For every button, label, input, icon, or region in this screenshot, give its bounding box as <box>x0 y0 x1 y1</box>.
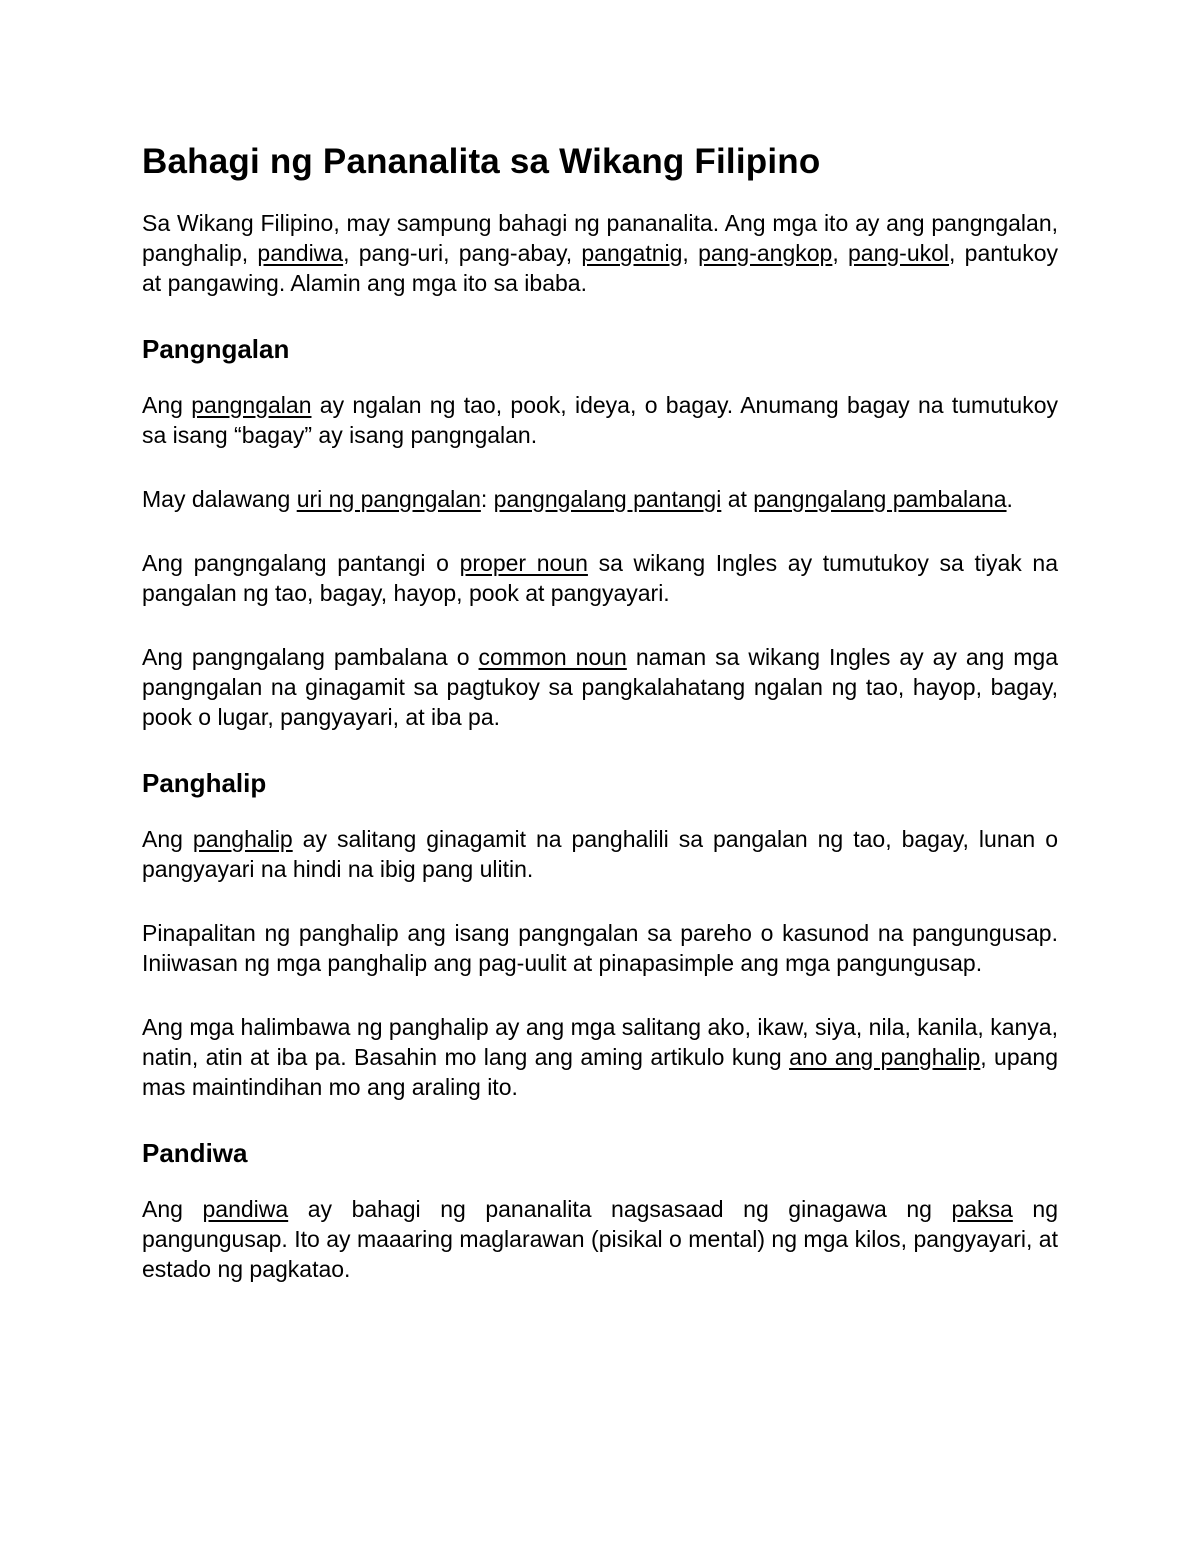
text: Ang pangngalang pantangi o <box>142 550 460 576</box>
pangngalan-paragraph-3 <box>142 548 1058 608</box>
text: Ang mga halimbawa ng panghalip ay ang mga salitang ako, ikaw, siya, nila, kanila, kanya, natin, atin at iba pa. Basahin mo lang ang aming artikulo kung <box>142 1014 1058 1070</box>
intro-paragraph <box>142 208 1058 298</box>
intro-text-1: Sa Wikang Filipino, may sampung bahagi ng pananalita. Ang mga ito ay ang pangngalan, panghalip, <box>142 210 1058 266</box>
text: ay salitang ginagamit na panghalili sa pangalan ng tao, bagay, lunan o pangyayari na hindi na ibig pang ulitin. <box>142 826 1058 882</box>
text: . <box>1006 486 1013 512</box>
link-pang-angkop[interactable]: pang-angkop <box>698 240 833 266</box>
intro-text-4: , <box>832 240 848 266</box>
link-paksa[interactable]: paksa <box>951 1196 1013 1222</box>
link-pandiwa-def[interactable]: pandiwa <box>202 1196 289 1222</box>
panghalip-paragraph-1 <box>142 824 1058 884</box>
intro-text-3: , <box>682 240 699 266</box>
pandiwa-paragraph-1 <box>142 1194 1058 1284</box>
text: Ang <box>142 826 193 852</box>
link-pang-ukol[interactable]: pang-ukol <box>848 240 950 266</box>
document-page <box>142 140 1058 1318</box>
text: Pinapalitan ng panghalip ang isang pangngalan sa pareho o kasunod na pangungusap. Iniiwasan ng mga panghalip ang pag-uulit at pinapasimple ang mga pangungusap. <box>142 920 1058 976</box>
document-title: Bahagi ng Pananalita sa Wikang Filipino <box>142 142 821 181</box>
pangngalan-paragraph-2 <box>142 484 1058 514</box>
link-uri-ng-pangngalan[interactable]: uri ng pangngalan <box>296 486 481 512</box>
link-pangngalang-pantangi[interactable]: pangngalang pantangi <box>493 486 722 512</box>
link-proper-noun[interactable]: proper noun <box>459 550 588 576</box>
text: naman sa wikang Ingles ay ay ang mga pangngalan na ginagamit sa pagtukoy sa pangkalahatang ngalan ng tao, hayop, bagay, pook o lugar, pangyayari, at iba pa. <box>142 644 1058 730</box>
link-panghalip[interactable]: panghalip <box>192 826 293 852</box>
pangngalan-paragraph-4 <box>142 642 1058 732</box>
text: ng pangungusap. Ito ay maaaring maglarawan (pisikal o mental) ng mga kilos, pangyayari, at estado ng pagkatao. <box>142 1196 1058 1282</box>
heading-pandiwa: Pandiwa <box>142 1138 248 1168</box>
text: Ang pangngalang pambalana o <box>142 644 479 670</box>
link-pangngalan[interactable]: pangngalan <box>191 392 312 418</box>
intro-text-5: , pantukoy at pangawing. Alamin ang mga ito sa ibaba. <box>142 240 1059 296</box>
text: at <box>721 486 754 512</box>
heading-panghalip: Panghalip <box>142 768 267 798</box>
text: sa wikang Ingles ay tumutukoy sa tiyak na pangalan ng tao, bagay, hayop, pook at pangyayari. <box>142 550 1058 606</box>
panghalip-paragraph-2 <box>142 918 1058 978</box>
intro-text-2: , pang-uri, pang-abay, <box>343 240 582 266</box>
text: ay bahagi ng pananalita nagsasaad ng ginagawa ng <box>288 1196 952 1222</box>
link-pangngalang-pambalana[interactable]: pangngalang pambalana <box>753 486 1007 512</box>
link-pangatnig[interactable]: pangatnig <box>581 240 683 266</box>
text: : <box>480 486 494 512</box>
link-ano-ang-panghalip[interactable]: ano ang panghalip <box>789 1044 981 1070</box>
text: ay ngalan ng tao, pook, ideya, o bagay. Anumang bagay na tumutukoy sa isang “bagay” ay isang pangngalan. <box>142 392 1058 448</box>
text: Ang <box>142 392 192 418</box>
text: May dalawang <box>142 486 297 512</box>
link-common-noun[interactable]: common noun <box>478 644 627 670</box>
text: Ang <box>142 1196 203 1222</box>
link-pandiwa[interactable]: pandiwa <box>257 240 344 266</box>
panghalip-paragraph-3 <box>142 1012 1058 1102</box>
heading-pangngalan: Pangngalan <box>142 334 290 364</box>
pangngalan-paragraph-1 <box>142 390 1058 450</box>
text: , upang mas maintindihan mo ang araling ito. <box>142 1044 1059 1100</box>
